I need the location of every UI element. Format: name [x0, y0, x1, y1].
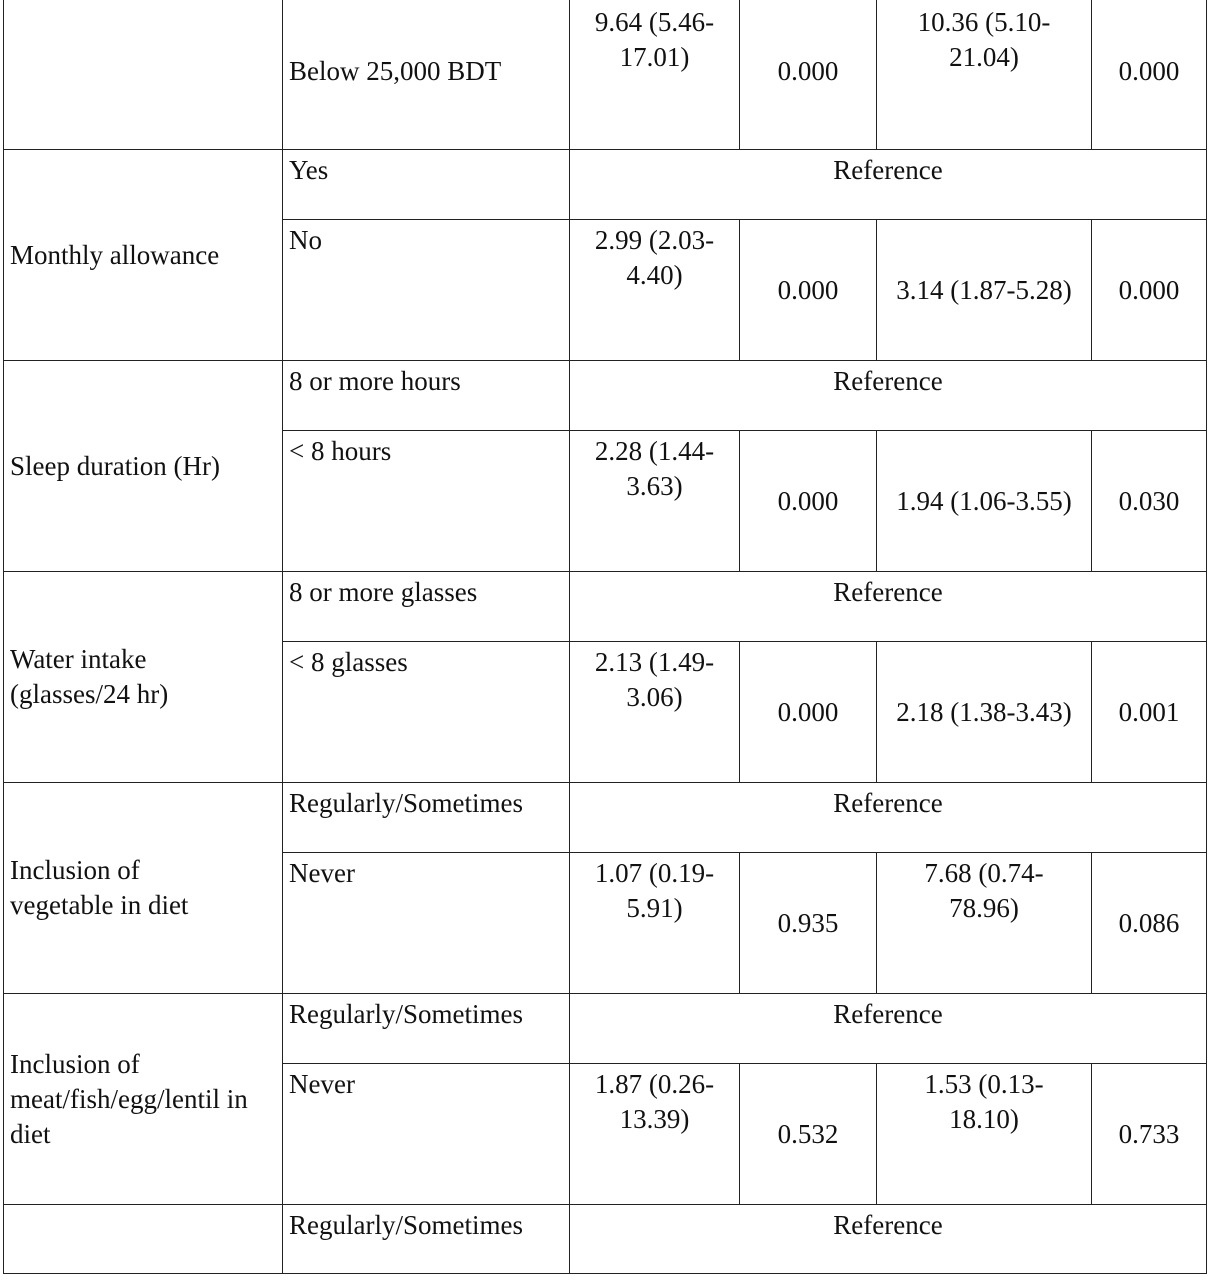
- table-row: [4, 150, 1207, 220]
- variable-label-line: (glasses/24 hr): [10, 679, 169, 709]
- level-label: No: [283, 220, 570, 361]
- reference-cell: Reference: [570, 1205, 1207, 1274]
- odds-ratio-crude: [570, 220, 740, 361]
- odds-ratio-adjusted-line: 1.94 (1.06-3.55): [896, 485, 1072, 516]
- reference-cell: Reference: [570, 150, 1207, 220]
- p-value-crude: 0.000: [740, 642, 877, 783]
- variable-label-line: Water intake: [10, 644, 147, 674]
- table-row: [4, 0, 1207, 150]
- table-body: [4, 0, 1207, 1274]
- odds-ratio-crude-line: 2.99 (2.03-: [594, 225, 715, 255]
- odds-ratio-adjusted: [877, 642, 1092, 783]
- variable-cell: [4, 783, 283, 994]
- odds-ratio-crude: [570, 853, 740, 994]
- p-value-crude: 0.000: [740, 220, 877, 361]
- odds-ratio-adjusted-line: 2.18 (1.38-3.43): [896, 696, 1072, 727]
- p-value-crude: 0.532: [740, 1064, 877, 1205]
- table-row: [4, 572, 1207, 642]
- odds-ratio-crude-line: 3.63): [626, 471, 683, 501]
- variable-label-line: vegetable in diet: [10, 890, 189, 920]
- level-label: 8 or more hours: [283, 361, 570, 431]
- odds-ratio-crude-line: 2.13 (1.49-: [594, 647, 715, 677]
- p-value-crude: 0.935: [740, 853, 877, 994]
- variable-label-line: diet: [10, 1118, 51, 1149]
- variable-label-line: Inclusion of: [10, 1048, 140, 1079]
- level-label: Regularly/Sometimes: [283, 783, 570, 853]
- p-value-crude: 0.000: [740, 431, 877, 572]
- odds-ratio-crude-line: 5.91): [626, 893, 683, 923]
- odds-ratio-adjusted-line: 21.04): [949, 42, 1019, 72]
- table-row: [4, 361, 1207, 431]
- p-value-adjusted: 0.000: [1092, 0, 1207, 150]
- odds-ratio-crude-line: 13.39): [619, 1104, 690, 1134]
- variable-cell: [4, 994, 283, 1205]
- odds-ratio-crude-line: 9.64 (5.46-: [594, 7, 715, 37]
- variable-label-line: Monthly allowance: [10, 239, 220, 270]
- table-row: [4, 783, 1207, 853]
- odds-ratio-adjusted: [877, 0, 1092, 150]
- odds-ratio-adjusted-line: 1.53 (0.13-: [924, 1069, 1044, 1099]
- level-label: Never: [283, 853, 570, 994]
- reference-cell: Reference: [570, 361, 1207, 431]
- variable-label-line: meat/fish/egg/lentil in: [10, 1083, 248, 1114]
- p-value-adjusted: 0.001: [1092, 642, 1207, 783]
- variable-cell: [4, 0, 283, 150]
- reference-cell: Reference: [570, 572, 1207, 642]
- odds-ratio-adjusted: [877, 431, 1092, 572]
- odds-ratio-adjusted-line: 10.36 (5.10-: [917, 7, 1051, 37]
- variable-label-line: Inclusion of: [10, 855, 140, 885]
- odds-ratio-crude: [570, 1064, 740, 1205]
- variable-cell: [4, 150, 283, 361]
- variable-cell: [4, 1205, 283, 1274]
- level-label: 8 or more glasses: [283, 572, 570, 642]
- odds-ratio-crude-line: 17.01): [619, 42, 690, 72]
- odds-ratio-adjusted: [877, 220, 1092, 361]
- level-label: Regularly/Sometimes: [283, 1205, 570, 1274]
- regression-table: [3, 0, 1207, 1274]
- reference-cell: Reference: [570, 783, 1207, 853]
- level-label: Regularly/Sometimes: [283, 994, 570, 1064]
- table-row: [4, 1205, 1207, 1274]
- odds-ratio-adjusted: [877, 853, 1092, 994]
- odds-ratio-crude-line: 4.40): [626, 260, 683, 290]
- level-label: Never: [283, 1064, 570, 1205]
- variable-label-line: Sleep duration (Hr): [10, 450, 220, 481]
- level-label: < 8 hours: [283, 431, 570, 572]
- odds-ratio-crude-line: 2.28 (1.44-: [594, 436, 715, 466]
- odds-ratio-adjusted-line: 7.68 (0.74-: [924, 858, 1044, 888]
- p-value-adjusted: 0.030: [1092, 431, 1207, 572]
- odds-ratio-adjusted-line: 78.96): [949, 893, 1019, 923]
- p-value-adjusted: 0.086: [1092, 853, 1207, 994]
- level-label: Yes: [283, 150, 570, 220]
- odds-ratio-crude: [570, 642, 740, 783]
- odds-ratio-adjusted: [877, 1064, 1092, 1205]
- odds-ratio-crude: [570, 431, 740, 572]
- odds-ratio-adjusted-line: 3.14 (1.87-5.28): [896, 274, 1072, 305]
- odds-ratio-crude-line: 1.07 (0.19-: [594, 858, 715, 888]
- odds-ratio-crude-line: 1.87 (0.26-: [594, 1069, 715, 1099]
- p-value-adjusted: 0.000: [1092, 220, 1207, 361]
- odds-ratio-crude: [570, 0, 740, 150]
- variable-cell: [4, 572, 283, 783]
- variable-cell: [4, 361, 283, 572]
- table-row: [4, 994, 1207, 1064]
- odds-ratio-crude-line: 3.06): [626, 682, 683, 712]
- p-value-crude: 0.000: [740, 0, 877, 150]
- odds-ratio-adjusted-line: 18.10): [949, 1104, 1019, 1134]
- level-label: Below 25,000 BDT: [283, 0, 570, 150]
- p-value-adjusted: 0.733: [1092, 1064, 1207, 1205]
- reference-cell: Reference: [570, 994, 1207, 1064]
- level-label: < 8 glasses: [283, 642, 570, 783]
